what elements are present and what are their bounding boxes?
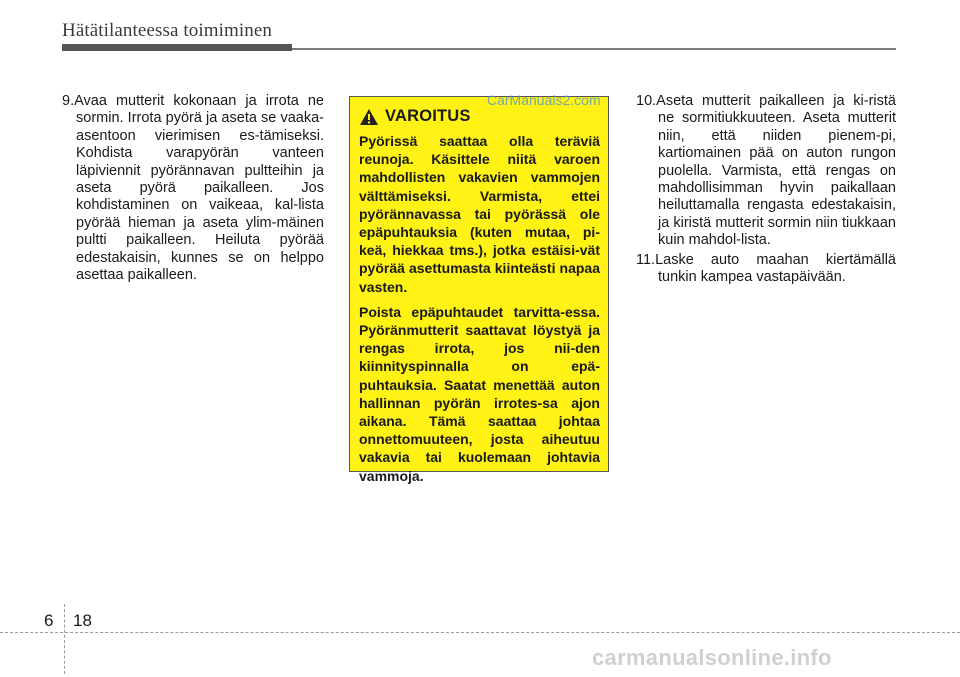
- footer-vertical-divider: [64, 604, 65, 674]
- warning-paragraph-1: Pyörissä saattaa olla teräviä reunoja. Käsittele niitä varoen mahdollisten vakavien vammojen välttämiseksi. Varmista, ettei pyörännavassa tai pyörässä ole epäpuhtauksia (kuten mutaa, pi-keä, hiekkaa tms.), jotka estäisi-vät pyörää asettumasta kiinteästi napaa vasten.: [359, 133, 600, 295]
- site-watermark: carmanualsonline.info: [592, 645, 832, 670]
- right-column: [636, 93, 896, 286]
- warning-title: VAROITUS: [385, 107, 471, 125]
- page-header-title: Hätätilanteessa toimiminen: [62, 20, 272, 41]
- warning-box: [349, 96, 609, 484]
- left-column: [62, 93, 324, 284]
- step-11-text: 11.Laske auto maahan kiertämällä tunkin kampea vastapäivään.: [636, 251, 896, 286]
- header-rule: [292, 48, 896, 50]
- chapter-number: 6: [44, 611, 54, 630]
- step-10-text: 10.Aseta mutterit paikalleen ja ki-ristä ne sormitiukkuuteen. Aseta mutterit niin, että niiden pienem-pi, kartiomainen pää on auton rungon puolella. Varmista, että rengas on mahdollisimman hyvin paikallaan heiluttamalla rengasta edestakaisin, ja kiristä mutterit sormin niin tiukkaan kuin mahdol-lista.: [636, 93, 896, 249]
- step-9-text: 9.Avaa mutterit kokonaan ja irrota ne sormin. Irrota pyörä ja aseta se vaaka-asentoon vierimisen es-tämiseksi. Kohdista varapyörän vanteen läpiviennit pyörännavan pultteihin ja aseta pyörä paikalleen. Jos kohdistaminen on vaikeaa, kal-lista pyörää hieman ja aseta ylim-mäinen pultti paikalleen. Heiluta pyörää edestakaisin, kunnes se on helppo asettaa paikalleen.: [62, 93, 324, 284]
- warning-triangle-icon: [359, 108, 379, 126]
- page-number: 18: [73, 611, 92, 630]
- warning-paragraph-2: Poista epäpuhtaudet tarvitta-essa. Pyöränmutterit saattavat löystyä ja rengas irrota, jos nii-den kiinnityspinnalla on epä-puhtauksia. Saatat menettää auton hallinnan pyörän irrotes-sa ajon aikana. Tämä saattaa johtaa onnettomuuteen, josta aiheutuu vakavia tai kuolemaan johtavia vammoja.: [359, 303, 600, 484]
- footer-divider: [0, 632, 960, 633]
- header-accent-bar: [62, 44, 292, 51]
- warning-header: [359, 107, 600, 126]
- watermark: CarManuals2.com: [487, 92, 601, 108]
